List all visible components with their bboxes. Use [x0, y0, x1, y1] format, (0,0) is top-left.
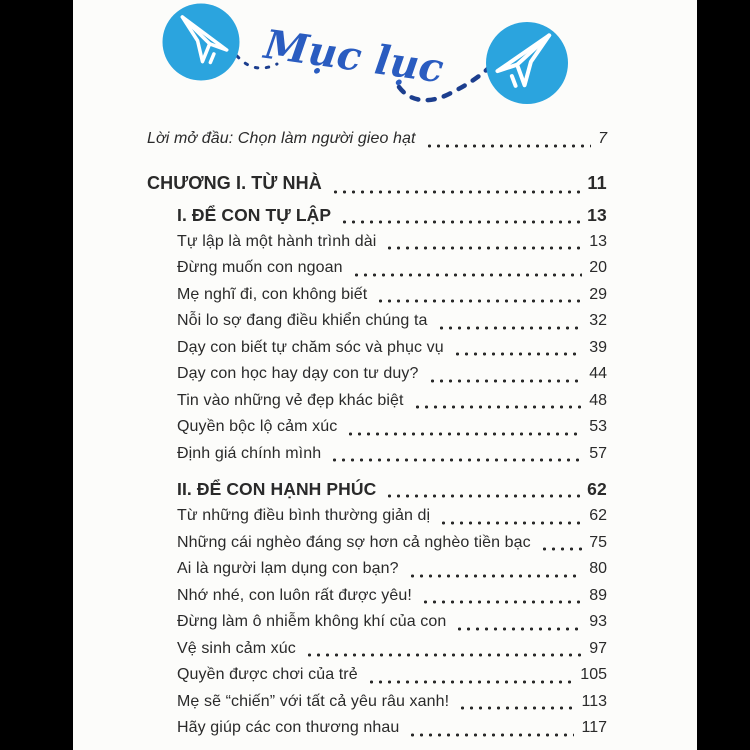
dot-leader [419, 600, 582, 604]
toc-row [147, 689, 607, 716]
dot-leader [383, 494, 580, 498]
toc-page-number: 117 [581, 719, 607, 737]
toc-row [147, 255, 607, 282]
dot-leader [435, 326, 583, 330]
toc-page-number: 20 [589, 259, 607, 277]
toc-row [147, 414, 607, 441]
toc-entry-label: Định giá chính mình [177, 444, 322, 462]
toc-page-number: 105 [580, 666, 607, 684]
dot-leader [406, 574, 583, 578]
toc-row [147, 662, 607, 689]
toc-page-number: 11 [587, 173, 607, 193]
dot-leader [350, 273, 583, 277]
toc-page [73, 0, 697, 750]
toc-page-number: 93 [589, 613, 607, 631]
toc-page-number: 89 [589, 586, 607, 604]
toc-row [147, 636, 607, 663]
toc-page-number: 62 [587, 478, 607, 499]
toc-entry-label: I. ĐỂ CON TỰ LẬP [177, 204, 332, 225]
dot-leader [365, 680, 574, 684]
toc-row [147, 503, 607, 530]
dot-leader [451, 352, 582, 356]
toc-page-number: 57 [589, 444, 607, 462]
dot-leader [456, 706, 574, 710]
right-black-bar [697, 0, 750, 750]
dot-leader [374, 299, 582, 303]
toc-row [147, 229, 607, 256]
dot-leader [453, 627, 582, 631]
toc-page-number: 44 [589, 365, 607, 383]
toc-page-number: 13 [589, 232, 607, 250]
dot-leader [423, 144, 592, 148]
toc-row [147, 169, 607, 199]
dot-leader [426, 379, 583, 383]
toc-entry-label: Lời mở đầu: Chọn làm người gieo hạt [147, 130, 416, 148]
dot-leader [383, 246, 582, 250]
dot-leader [303, 653, 582, 657]
dot-leader [338, 220, 580, 224]
toc-header [73, 0, 697, 125]
toc-row [147, 556, 607, 583]
toc-entry-label: Mẹ sẽ “chiến” với tất cả yêu râu xanh! [177, 692, 450, 710]
toc-row [147, 388, 607, 415]
toc-page-number: 32 [589, 312, 607, 330]
toc-list [147, 126, 607, 742]
blue-circle-badge [163, 4, 240, 81]
toc-title-script: Mục lục [261, 20, 447, 93]
toc-entry-label: Vệ sinh cảm xúc [177, 639, 296, 657]
toc-entry-label: Mẹ nghĩ đi, con không biết [177, 285, 368, 303]
toc-page-number: 39 [589, 338, 607, 356]
dot-leader [406, 733, 574, 737]
toc-entry-label: Từ những điều bình thường giản dị [177, 507, 431, 525]
toc-entry-label: Hãy giúp các con thương nhau [177, 719, 400, 737]
toc-entry-label: Dạy con học hay dạy con tư duy? [177, 365, 419, 383]
blue-circle-badge [486, 22, 568, 104]
left-black-bar [0, 0, 73, 750]
toc-entry-label: Nhớ nhé, con luôn rất được yêu! [177, 586, 412, 604]
toc-entry-label: Đừng làm ô nhiễm không khí của con [177, 613, 447, 631]
toc-page-number: 113 [581, 692, 607, 710]
toc-entry-label: Dạy con biết tự chăm sóc và phục vụ [177, 338, 444, 356]
toc-row [147, 583, 607, 610]
dot-leader [344, 432, 582, 436]
toc-page-number: 7 [598, 130, 607, 148]
dot-leader [328, 458, 582, 462]
dot-leader [329, 190, 581, 194]
toc-entry-label: Nỗi lo sợ đang điều khiển chúng ta [177, 312, 428, 330]
toc-row [147, 530, 607, 557]
toc-entry-label: Tin vào những vẻ đẹp khác biệt [177, 391, 404, 409]
toc-row [147, 308, 607, 335]
toc-row [147, 361, 607, 388]
toc-row [147, 202, 607, 229]
toc-entry-label: Tự lập là một hành trình dài [177, 232, 377, 250]
toc-entry-label: CHƯƠNG I. TỪ NHÀ [147, 173, 322, 193]
toc-entry-label: Quyền bộc lộ cảm xúc [177, 418, 338, 436]
toc-page-number: 13 [587, 204, 607, 225]
toc-page-number: 48 [589, 391, 607, 409]
toc-row [147, 335, 607, 362]
dot-leader [538, 547, 582, 551]
toc-row [147, 609, 607, 636]
toc-row [147, 282, 607, 309]
dot-leader [411, 405, 583, 409]
toc-page-number: 75 [589, 533, 607, 551]
toc-page-number: 80 [589, 560, 607, 578]
toc-row [147, 715, 607, 742]
toc-row [147, 441, 607, 468]
toc-entry-label: Quyền được chơi của trẻ [177, 666, 358, 684]
toc-page-number: 97 [589, 639, 607, 657]
toc-page-number: 62 [589, 507, 607, 525]
toc-entry-label: Những cái nghèo đáng sợ hơn cả nghèo tiền bạc [177, 533, 531, 551]
dot-leader [437, 521, 582, 525]
toc-row [147, 126, 607, 153]
toc-entry-label: II. ĐỂ CON HẠNH PHÚC [177, 478, 377, 499]
toc-page-number: 29 [589, 285, 607, 303]
toc-page-number: 53 [589, 418, 607, 436]
toc-entry-label: Ai là người lạm dụng con bạn? [177, 560, 399, 578]
toc-entry-label: Đừng muốn con ngoan [177, 259, 343, 277]
toc-row [147, 475, 607, 503]
